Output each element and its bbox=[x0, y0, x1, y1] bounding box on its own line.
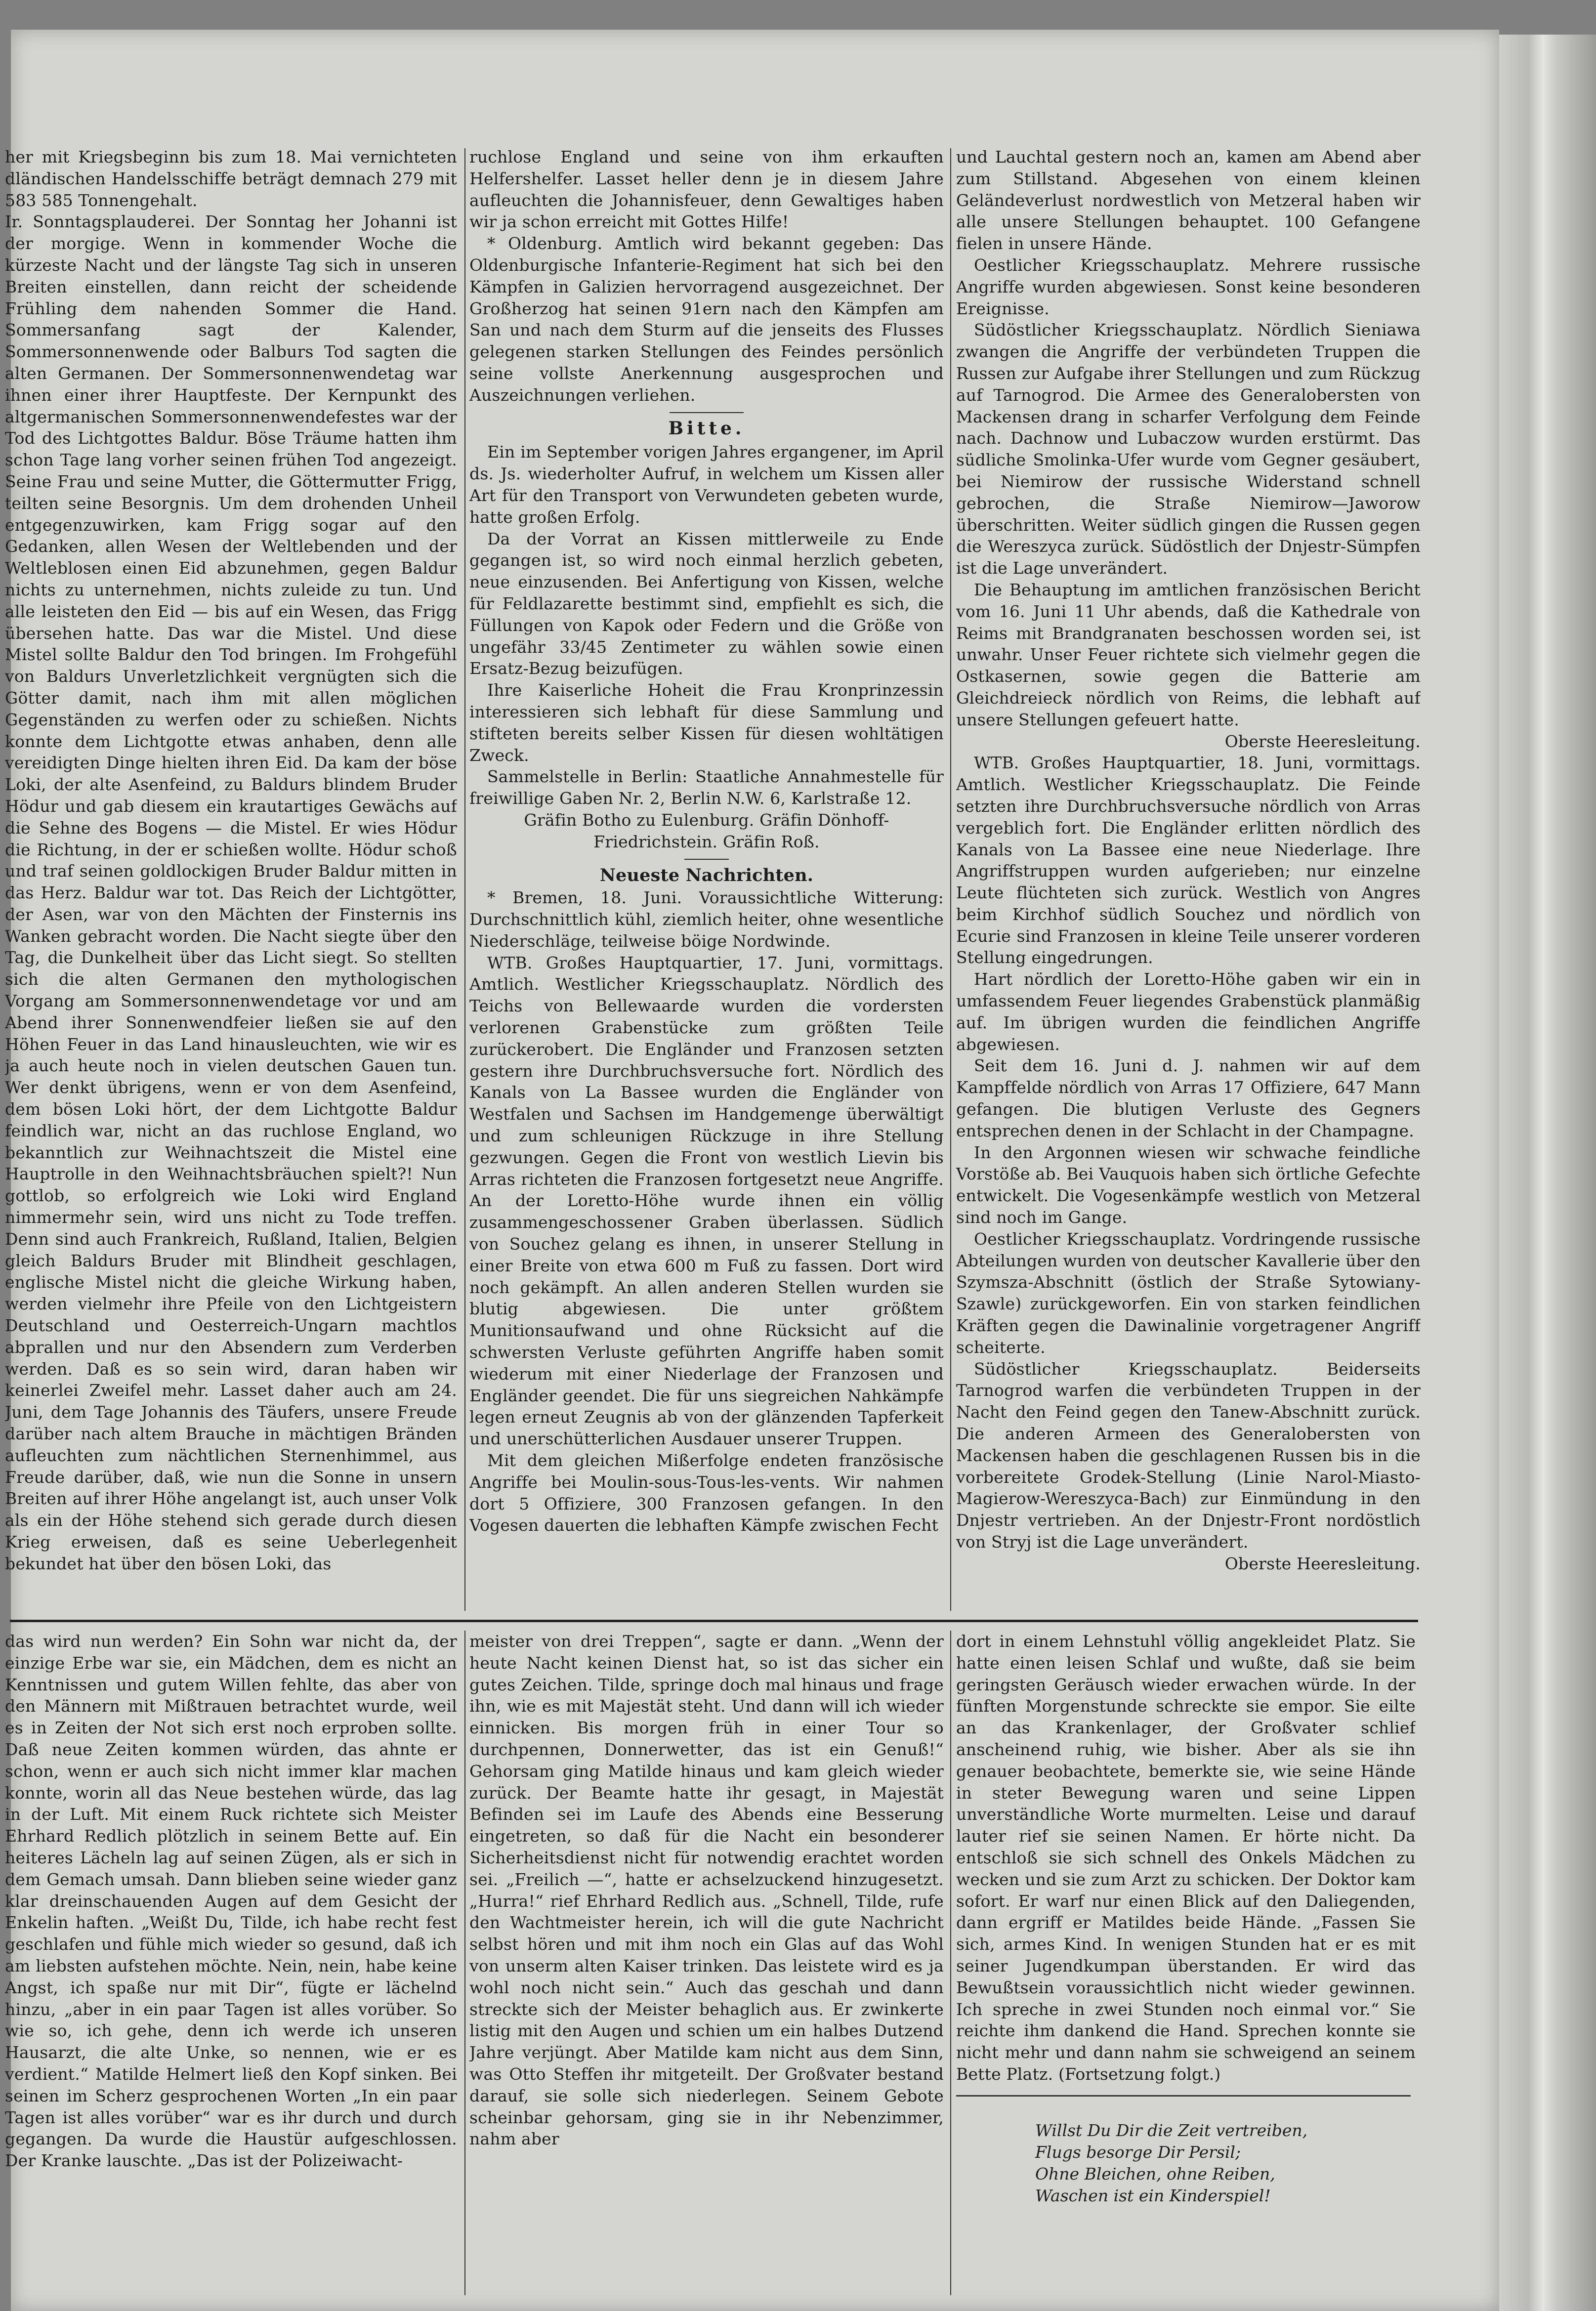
feuilleton-text-3: dort in einem Lehnstuhl völlig angekleidet Platz. Sie hatte einen leisen Schlaf und wußte, daß sie beim geringsten Geräusch wieder erwachen würde. In der fünften Morgenstunde schreckte sie empor. Sie eilte an das Krankenlager, der Großvater schlief anscheinend ruhig, wie bisher. Aber als sie ihn genauer beobachtete, bemerkte sie, wie seine Hände in steter Bewegung waren und seine Lippen unverständliche Worte murmelten. Leise und darauf lauter rief sie seinen Namen. Er hörte nicht. Da entschloß sie sich schnell des Onkels Mädchen zu wecken und sie zum Arzt zu schicken. Der Doktor kam sofort. Er warf nur einen Blick auf den Daliegenden, dann ergriff er Matildes beide Hände. „Fassen Sie sich, armes Kind. In wenigen Stunden hat er es mit seiner Jugendkumpan überstanden. Er wird das Bewußtsein voraussichtlich nicht wieder gewinnen. Ich spreche in zwei Stunden noch einmal vor.“ Sie reichte ihm dankend die Hand. Sprechen konnte sie nicht mehr und dann nahm sie schweigend an seinem Bette Platz. (Fortsetzung folgt.) bbox=[956, 1632, 1416, 2084]
col3-paragraph-5: WTB. Großes Hauptquartier, 18. Juni, vormittags. Amtlich. Westlicher Kriegsschauplatz. Die Feinde setzten ihre Durchbruchsversuche nördlich von Arras vergeblich fort. Die Engländer erlitten nördlich des Kanals von La Bassee eine neue Niederlage. Ihre Angriffstruppen wurden aufgerieben; nur einzelne Leute flüchteten sich zurück. Westlich von Angres beim Kirchhof südlich Souchez und nördlich von Ecurie sind Franzosen in kleine Teile unserer vorderen Stellung eingedrungen. bbox=[956, 753, 1421, 967]
oldenburg-paragraph: * Oldenburg. Amtlich wird bekannt gegeben: Das Oldenburgische Infanterie-Regiment hat sich bei den Kämpfen in Galizien hervorragend ausgezeichnet. Der Großherzog hat seinen 91ern nach den Kämpfen am San und nach dem Sturm auf die jenseits des Flusses gelegenen starken Stellungen des Feindes persönlich seine vollste Anerkennung ausgesprochen und Auszeichnungen verliehen. bbox=[469, 234, 944, 405]
bremen-weather-paragraph: * Bremen, 18. Juni. Voraussichtliche Witterung: Durchschnittlich kühl, ziemlich heiter, ohne wesentliche Niederschläge, teilweise böige Nordwinde. bbox=[469, 888, 944, 951]
advert-separator bbox=[956, 2095, 1411, 2097]
verse-line: Flugs besorge Dir Persil; bbox=[1035, 2143, 1241, 2162]
feuilleton-column-2 bbox=[469, 1631, 944, 2295]
col2-paragraph-1: ruchlose England und seine von ihm erkauften Helfershelfer. Lasset heller denn je in diesem Jahre aufleuchten die Johannisfeuer, denn Gewaltiges haben wir ja schon erreicht mit Gottes Hilfe! bbox=[469, 147, 944, 232]
col3-paragraph-6: Hart nördlich der Loretto-Höhe gaben wir ein in umfassendem Feuer liegendes Grabenstück planmäßig auf. Im übrigen wurden die feindlichen Angriffe abgewiesen. bbox=[956, 969, 1421, 1054]
war-report-moulin: Mit dem gleichen Mißerfolge endeten französische Angriffe bei Moulin-sous-Tous-les-vents. Wir nahmen dort 5 Offiziere, 300 Franzosen gefangen. In den Vogesen dauerten die lebhaften Kämpfe zwischen Fecht bbox=[469, 1451, 944, 1535]
bitte-paragraph-4: Sammelstelle in Berlin: Staatliche Annahmestelle für freiwillige Gaben Nr. 2, Berlin N.W. 6, Karlstraße 12. bbox=[469, 767, 944, 808]
sonntagsplauderei-paragraph: Ir. Sonntagsplauderei. Der Sonntag her Johanni ist der morgige. Wenn in kommender Woche die kürzeste Nacht und der längste Tag sich in unseren Breiten einstellen, dann reicht der scheidende Frühling dem nahenden Sommer die Hand. Sommersanfang sagt der Kalender, Sommersonnenwende oder Balburs Tod sagten die alten Germanen. Der Sommersonnenwendetag war ihnen einer ihrer Hauptfeste. Der Kernpunkt des altgermanischen Sommersonnenwendefestes war der Tod des Lichtgottes Baldur. Böse Träume hatten ihm schon Tage lang vorher seinen frühen Tod angezeigt. Seine Frau und seine Mutter, die Göttermutter Frigg, teilten seine Besorgnis. Um dem drohenden Unheil entgegenzuwirken, kam Frigg sogar auf den Gedanken, allen Wesen der Weltlebenden und der Weltleblosen einen Eid abzunehmen, gegen Baldur nichts zu unternehmen, nichts zuleide zu tun. Und alle leisteten den Eid — bis auf ein Wesen, das Frigg übersehen hatte. Das war die Mistel. Und diese Mistel sollte Baldur den Tod bringen. Im Frohgefühl von Baldurs Unverletzlichkeit vergnügten sich die Götter damit, nach ihm mit allen möglichen Gegenständen zu werfen oder zu schießen. Nichts konnte dem Lichtgotte etwas anhaben, denn alle vereidigten Dinge hielten ihren Eid. Da kam der böse Loki, der alte Asenfeind, zu Baldurs blindem Bruder Hödur und gab diesem ein krautartiges Gewächs auf die Sehne des Bogens — die Mistel. Er wies Hödur die Richtung, in der er schießen wollte. Hödur schoß und traf seinen goldlockigen Bruder Baldur mitten in das Herz. Baldur war tot. Das Reich der Lichtgötter, der Asen, war von den Mächten der Finsternis ins Wanken gebracht worden. Die Nacht siegte über den Tag, die Dunkelheit über das Licht siegt. So stellten sich die alten Germanen den mythologischen Vorgang am Sommersonnenwendetage vor und am Abend ihrer Sonnenwendfeier ließen sie auf den Höhen Feuer in das Land hinausleuchten, wie wir es ja auch heute noch in vielen deutschen Gauen tun. Wer denkt übrigens, wenn er von dem Asenfeind, dem bösen Loki hört, der dem Lichtgotte Baldur feindlich war, nicht an das ruchlose England, wo bekanntlich zur Weihnachtszeit die Mistel eine Hauptrolle in den Weihnachtsbräuchen spielt?! Nun gottlob, so erfolgreich wie Loki wird England nimmermehr sein, wird uns nicht zu Tode treffen. Denn sind auch Frankreich, Rußland, Italien, Belgien gleich Baldurs Bruder mit Blindheit geschlagen, englische Mistel nicht die gleiche Wirkung haben, werden vielmehr ihre Pfeile von den Lichtgeistern Deutschland und Oesterreich-Ungarn machtlos abprallen und nur den Absendern zum Verderben werden. Daß es so sein wird, daran haben wir keinerlei Zweifel mehr. Lasset daher auch am 24. Juni, dem Tage Johannis des Täufers, unsere Freude darüber nach altem Brauche in mächtigen Bränden aufleuchten zum nächtlichen Sternenhimmel, aus Freude darüber, daß, wie nun die Sonne in unsern Breiten auf ihrer Höhe angelangt ist, auch unser Volk als ein der Höhe stehend sich gerade durch diesen Krieg erweisen, daß es seine Ueberlegenheit bekundet hat über den bösen Loki, das bbox=[5, 212, 457, 1573]
section-rule bbox=[684, 859, 729, 860]
bitte-paragraph-2: Da der Vorrat an Kissen mittlerweile zu Ende gegangen ist, so wird noch einmal herzlich gebeten, neue einzusenden. Bei Anfertigung von Kissen, welche für Feldlazarette bestimmt sind, empfiehlt es sich, die Füllungen von Kapok oder Federn und die Größe von ungefähr 33/45 Zentimeter zu wählen sowie einen Ersatz-Bezug beizufügen. bbox=[469, 529, 944, 678]
col3-paragraph-7: Seit dem 16. Juni d. J. nahmen wir auf dem Kampffelde nördlich von Arras 17 Offiziere, 647 Mann gefangen. Die blutigen Verluste des Gegners entsprechen denen in der Schlacht in der Champagne. bbox=[956, 1056, 1421, 1140]
verse-line: Waschen ist ein Kinderspiel! bbox=[1035, 2186, 1271, 2205]
signature-heeresleitung: Oberste Heeresleitung. bbox=[1224, 731, 1421, 751]
feuilleton-divider bbox=[10, 1620, 1418, 1622]
column-divider bbox=[464, 148, 465, 1611]
bitte-paragraph-1: Ein im September vorigen Jahres ergangener, im April ds. Js. wiederholter Aufruf, in welchem um Kissen aller Art für den Transport von Verwundeten gebeten wurde, hatte großen Erfolg. bbox=[469, 442, 944, 527]
top-column-2 bbox=[469, 146, 944, 1609]
bitte-signatures: Gräfin Botho zu Eulenburg. Gräfin Dönhoff-Friedrichstein. Gräfin Roß. bbox=[524, 810, 889, 851]
col3-paragraph-4: Die Behauptung im amtlichen französischen Bericht vom 16. Juni 11 Uhr abends, daß die Kathedrale von Reims mit Brandgranaten beschossen worden sei, ist unwahr. Unser Feuer richtete sich vielmehr gegen die Ostkasernen, sowie gegen die Batterie am Gleichdreieck nördlich von Reims, die lebhaft auf unsere Stellungen gefeuert hatte. bbox=[956, 580, 1421, 729]
page-edge bbox=[1499, 35, 1596, 2311]
col3-paragraph-8: In den Argonnen wiesen wir schwache feindliche Vorstöße ab. Bei Vauquois haben sich örtliche Gefechte entwickelt. Die Vogesenkämpfe westlich von Metzeral sind noch im Gange. bbox=[956, 1142, 1421, 1227]
feuilleton-column-1 bbox=[5, 1631, 457, 2295]
col3-paragraph-1: und Lauchtal gestern noch an, kamen am Abend aber zum Stillstand. Abgesehen von einem kleinen Geländeverlust nordwestlich von Metzeral haben wir alle unsere Stellungen behauptet. 100 Gefangene fielen in unsere Hände. bbox=[956, 147, 1421, 253]
column-divider bbox=[950, 148, 951, 1611]
bitte-heading: Bitte. bbox=[668, 418, 745, 439]
column-divider bbox=[464, 1631, 465, 2295]
column-divider bbox=[950, 1631, 951, 2295]
top-column-3 bbox=[956, 146, 1421, 1609]
feuilleton-column-3 bbox=[956, 1631, 1416, 2090]
col3-paragraph-10: Südöstlicher Kriegsschauplatz. Beiderseits Tarnogrod warfen die verbündeten Truppen in der Nacht den Feind gegen den Tanew-Abschnitt zurück. Die anderen Armeen des Generalobersten von Mackensen haben die geschlagenen Russen bis in die vorbereitete Grodek-Stellung (Linie Narol-Miasto-Magierow-Wereszyca-Bach) zur Einmündung in den Dnjestr vertrieben. An der Dnjestr-Front nordöstlich von Stryj ist die Lage unverändert. bbox=[956, 1359, 1421, 1552]
feuilleton-text-2: meister von drei Treppen“, sagte er dann. „Wenn der heute Nacht keinen Dienst hat, so ist das sicher ein gutes Zeichen. Tilde, springe doch mal hinaus und frage ihn, wie es mit Majestät steht. Und dann will ich wieder einnicken. Bis morgen früh in einer Tour so durchpennen, Donnerwetter, das ist ein Genuß!“ Gehorsam ging Matilde hinaus und kam gleich wieder zurück. Der Beamte hatte ihr gesagt, in Majestät Befinden sei im Laufe des Abends eine Besserung eingetreten, so daß für die Nacht ein besonderer Sicherheitsdienst nicht für notwendig erachtet worden sei. „Freilich —“, hatte er achselzuckend hinzugesetzt. „Hurra!“ rief Ehrhard Redlich aus. „Schnell, Tilde, rufe den Wachtmeister herein, ich will die gute Nachricht selbst hören und mit ihm noch ein Glas auf das Wohl von unserm alten Kaiser trinken. Das leistete wird es ja wohl noch nicht sein.“ Auch das geschah und dann streckte sich der Meister behaglich aus. Er zwinkerte listig mit den Augen und schien um ein halbes Dutzend Jahre verjüngt. Aber Matilde kam nicht aus dem Sinn, was Otto Steffen ihr mitgeteilt. Der Großvater bestand darauf, sie solle sich niederlegen. Seinem Gebote scheinbar gehorsam, ging sie in ihr Nebenzimmer, nahm aber bbox=[469, 1632, 944, 2149]
persil-advert-verse bbox=[1035, 2120, 1430, 2207]
section-rule bbox=[670, 412, 744, 413]
verse-line: Ohne Bleichen, ohne Reiben, bbox=[1035, 2164, 1275, 2184]
signature-heeresleitung: Oberste Heeresleitung. bbox=[1224, 1554, 1421, 1573]
war-report-17-june: WTB. Großes Hauptquartier, 17. Juni, vormittags. Amtlich. Westlicher Kriegsschauplatz. Nördlich des Teichs von Bellewaarde wurden die vordersten verlorenen Grabenstücke zum größten Teile zurückerobert. Die Engländer und Franzosen setzten gestern ihre Durchbruchsversuche fort. Nördlich des Kanals von La Bassee wurden die Engländer von Westfalen und Sachsen im Handgemenge überwältigt und zum schleunigen Rückzuge in ihre Stellung gezwungen. Gegen die Front von westlich Lievin bis Arras richteten die Franzosen fortgesetzt neue Angriffe. An der Loretto-Höhe wurde ihnen ein völlig zusammengeschossener Graben überlassen. Südlich von Souchez gelang es ihnen, in unserer Stellung in einer Breite von etwa 600 m Fuß zu fassen. Dort wird noch gekämpft. An allen anderen Stellen wurden sie blutig abgewiesen. Die unter größtem Munitionsaufwand und ohne Rücksicht auf die schwersten Verluste geführten Angriffe haben somit wiederum mit einer Niederlage der Franzosen und Engländer geendet. Die für uns siegreichen Nahkämpfe legen erneut Zeugnis ab von der glänzenden Tapferkeit und unerschütterlichen Ausdauer unserer Truppen. bbox=[469, 953, 944, 1449]
bitte-paragraph-3: Ihre Kaiserliche Hoheit die Frau Kronprinzessin interessieren sich lebhaft für diese Sammlung und stifteten bereits selber Kissen für diesen wohltätigen Zweck. bbox=[469, 680, 944, 765]
verse-line: Willst Du Dir die Zeit vertreiben, bbox=[1035, 2121, 1308, 2140]
feuilleton-text-1: das wird nun werden? Ein Sohn war nicht da, der einzige Erbe war sie, ein Mädchen, dem es nicht an Kenntnissen und gutem Willen fehlte, das aber von den Männern mit Mißtrauen betrachtet wurde, weil es in Zeiten der Not sich erst noch erproben sollte. Daß neue Zeiten kommen würden, das ahnte er schon, wenn er auch sich nicht immer klar machen konnte, worin all das Neue bestehen würde, das lag in der Luft. Mit einem Ruck richtete sich Meister Ehrhard Redlich plötzlich in seinem Bette auf. Ein heiteres Lächeln lag auf seinen Zügen, als er sich in dem Gemach umsah. Dann blieben seine wieder ganz klar dreinschauenden Augen auf dem Gesicht der Enkelin haften. „Weißt Du, Tilde, ich habe recht fest geschlafen und fühle mich wieder so gesund, daß ich am liebsten aufstehen möchte. Nein, nein, habe keine Angst, ich spaße nur mit Dir“, fügte er lächelnd hinzu, „aber in ein paar Tagen ist alles vorüber. So wie so, ich gehe, denn ich werde ich unseren Hausarzt, die alte Unke, so nennen, wie er es verdient.“ Matilde Helmert ließ den Kopf sinken. Bei seinen im Scherz gesprochenen Worten „In ein paar Tagen ist alles vorüber“ war es ihr durch und durch gegangen. Da wurde die Haustür aufgeschlossen. Der Kranke lauschte. „Das ist der Polizeiwacht- bbox=[5, 1632, 457, 2171]
col3-paragraph-3: Südöstlicher Kriegsschauplatz. Nördlich Sieniawa zwangen die Angriffe der verbündeten Truppen die Russen zur Aufgabe ihrer Stellungen und zum Rückzug auf Tarnogrod. Die Armee des Generalobersten von Mackensen drang in scharfer Verfolgung dem Feinde nach. Dachnow und Lubaczow wurden erstürmt. Das südliche Smolinka-Ufer wurde vom Gegner gesäubert, bei Niemirow der russische Widerstand schnell gebrochen, die Straße Niemirow—Jaworow überschritten. Weiter südlich gingen die Russen gegen die Wereszyca zurück. Südöstlich der Dnjestr-Sümpfen ist die Lage unverändert. bbox=[956, 320, 1421, 578]
top-column-1 bbox=[5, 146, 457, 1609]
col3-paragraph-2: Oestlicher Kriegsschauplatz. Mehrere russische Angriffe wurden abgewiesen. Sonst keine besonderen Ereignisse. bbox=[956, 255, 1421, 318]
news-heading: Neueste Nachrichten. bbox=[599, 865, 814, 885]
shipping-loss-paragraph: her mit Kriegsbeginn bis zum 18. Mai vernichteten dländischen Handelsschiffe beträgt demnach 279 mit 583 585 Tonnengehalt. bbox=[5, 147, 457, 210]
col3-paragraph-9: Oestlicher Kriegsschauplatz. Vordringende russische Abteilungen wurden von deutscher Kavallerie über den Szymsza-Abschnitt (östlich der Straße Sytowiany-Szawle) zurückgeworfen. Ein von starken feindlichen Kräften gegen die Dawinalinie vorgetragener Angriff scheiterte. bbox=[956, 1229, 1421, 1357]
